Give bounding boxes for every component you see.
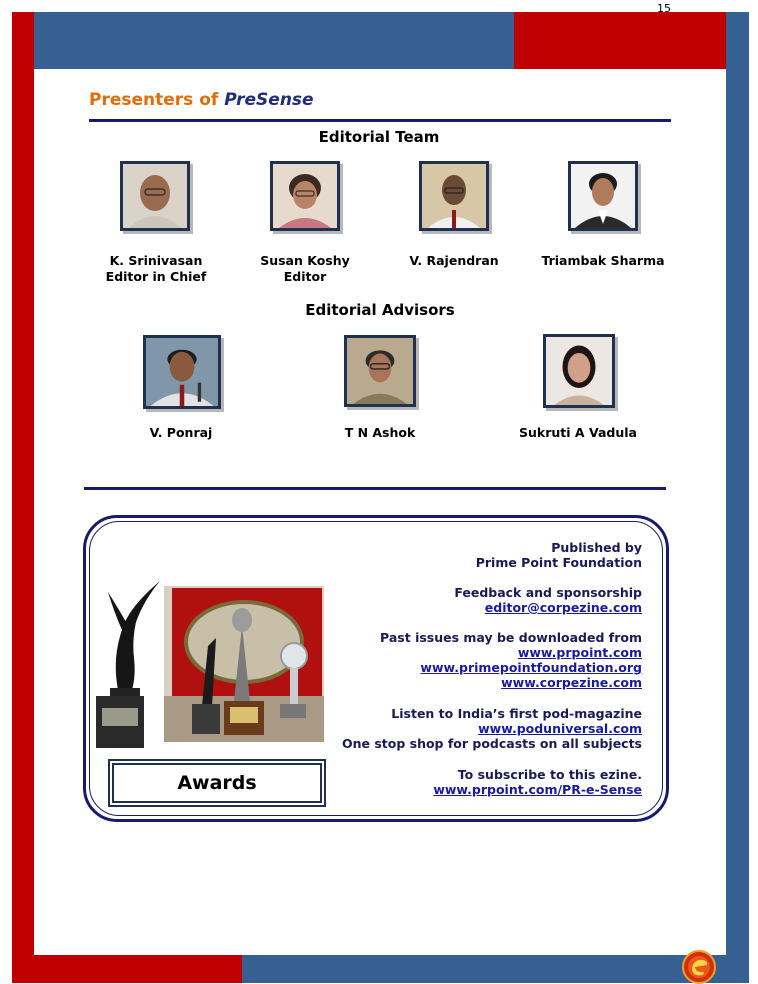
advisor-name: T N Ashok — [344, 425, 416, 440]
past-issues-label: Past issues may be downloaded from — [380, 630, 642, 645]
past-issues-block — [380, 630, 642, 690]
podcast-label: Listen to India’s first pod-magazine — [391, 706, 642, 721]
photo-t-n-ashok — [344, 335, 416, 407]
title-divider — [89, 119, 671, 122]
member-name: Susan Koshy — [260, 253, 350, 268]
link-poduniversal[interactable]: www.poduniversal.com — [478, 721, 642, 736]
published-by-label: Published by — [551, 540, 642, 555]
page-number: 15 — [657, 2, 671, 15]
advisor-name: Sukruti A Vadula — [519, 425, 637, 440]
photo-k-srinivasan — [120, 161, 190, 231]
member-name: Triambak Sharma — [541, 253, 665, 268]
title-prefix: Presenters of — [89, 90, 225, 110]
link-primepointfoundation[interactable]: www.primepointfoundation.org — [420, 660, 642, 675]
feedback-block — [454, 585, 642, 615]
awards-label-box — [108, 759, 326, 807]
frame-top-blue-bar — [34, 12, 514, 69]
editorial-team-heading: Editorial Team — [318, 128, 440, 146]
page-title — [89, 90, 314, 110]
member-role: Editor — [283, 269, 327, 284]
feedback-label: Feedback and sponsorship — [454, 585, 642, 600]
podcast-block — [342, 706, 642, 751]
photo-susan-koshy — [270, 161, 340, 231]
photo-v-ponraj — [143, 335, 221, 409]
advisor-name: V. Ponraj — [149, 425, 213, 440]
frame-bottom-blue-bar — [242, 955, 749, 983]
title-brand: PreSense — [224, 90, 314, 110]
member-name: K. Srinivasan — [109, 253, 203, 268]
trophy-figure-icon — [88, 578, 164, 752]
member-name: V. Rajendran — [409, 253, 499, 268]
member-role: Editor in Chief — [105, 269, 207, 284]
frame-right-bar — [726, 12, 749, 970]
editorial-advisors-heading: Editorial Advisors — [305, 301, 455, 319]
subscribe-label: To subscribe to this ezine. — [457, 767, 642, 782]
ezine-logo-icon — [682, 950, 716, 984]
frame-left-bar — [12, 12, 34, 970]
subscribe-block — [433, 767, 642, 797]
frame-top-red-bar — [514, 12, 726, 69]
link-corpezine[interactable]: www.corpezine.com — [501, 675, 642, 690]
photo-v-rajendran — [419, 161, 489, 231]
link-subscribe[interactable]: www.prpoint.com/PR-e-Sense — [433, 782, 642, 797]
publisher-block — [476, 540, 642, 570]
section-divider — [84, 487, 666, 490]
frame-bottom-red-bar — [12, 955, 242, 983]
link-prpoint[interactable]: www.prpoint.com — [517, 645, 642, 660]
awards-photo-icon — [164, 586, 324, 742]
podcast-tagline: One stop shop for podcasts on all subjects — [341, 736, 642, 751]
photo-triambak-sharma — [568, 161, 638, 231]
photo-sukruti-a-vadula — [543, 334, 615, 408]
publisher-name: Prime Point Foundation — [475, 555, 642, 570]
awards-label: Awards — [112, 763, 322, 803]
feedback-email-link[interactable]: editor@corpezine.com — [484, 600, 642, 615]
